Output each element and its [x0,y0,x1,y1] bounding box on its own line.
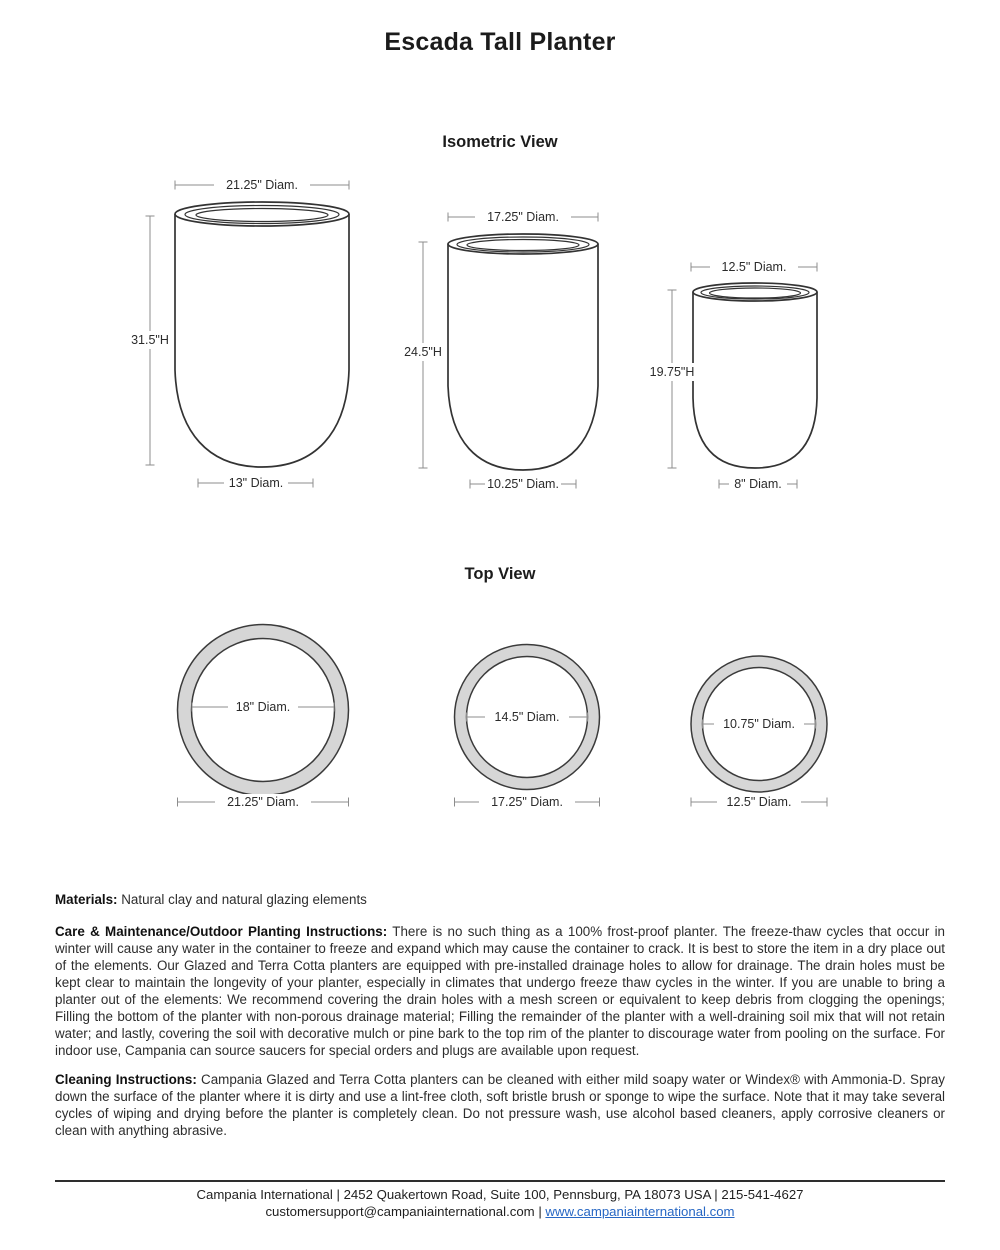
planter-medium-top-dim [448,209,598,225]
planter-medium [400,209,598,492]
planter-small-top-dim [691,259,817,275]
planter-large-height-dim [127,216,173,465]
planter-small [645,259,817,492]
planter-medium-height-label: 24.5"H [404,345,442,359]
spec-text-block [55,891,945,1151]
ring-medium-outer-diam-label: 17.25" Diam. [491,795,563,809]
ring-small-inner-dim [703,716,816,732]
planter-large-top-dim [175,177,349,193]
footer-contact-line [0,1203,1000,1220]
planter-small-top-diam-label: 12.5" Diam. [721,260,787,274]
ring-large [178,625,349,811]
footer [0,1186,1000,1220]
materials-text: Natural clay and natural glazing elements [117,892,367,907]
footer-separator: | [534,1204,546,1219]
top-view-heading: Top View [464,565,536,583]
isometric-drawing [0,160,1000,510]
care-label: Care & Maintenance/Outdoor Planting Instructions: [55,924,388,939]
ring-large-outer-dim [178,794,349,810]
footer-website-link[interactable]: www.campaniainternational.com [545,1204,735,1219]
planter-large-bottom-diam-label: 13" Diam. [228,476,284,490]
footer-email: customersupport@campaniainternational.com [265,1204,535,1219]
ring-small-outer-dim [691,794,827,810]
care-paragraph [55,923,945,1059]
ring-medium [455,645,600,811]
materials-paragraph [55,891,945,908]
planter-medium-height-dim [400,242,446,468]
ring-medium-outer-dim [455,794,600,810]
top-view-drawing [0,600,1000,835]
page-title: Escada Tall Planter [384,28,616,56]
planter-small-height-dim [645,290,699,468]
ring-large-inner-diam-label: 18" Diam. [235,700,291,714]
ring-large-outer-diam-label: 21.25" Diam. [227,795,299,809]
planter-large-bottom-dim [198,475,313,491]
cleaning-paragraph [55,1071,945,1139]
planter-small-bottom-dim [719,476,797,492]
planter-large-top-diam-label: 21.25" Diam. [226,178,298,192]
care-text: There is no such thing as a 100% frost-proof planter. The freeze-thaw cycles that occur in winter will cause any water in the container to freeze and expand which may cause the container to crack. It is best to store the item in a dry place out of the elements. Our Glazed and Terra Cotta planters are equipped with pre-installed drainage holes to allow for drainage. The drain holes must be kept clear to maintain the longevity of your planter, especially in climates that undergo freeze thaw cycles in the winter. If you are unable to bring a planter out of the elements: We recommend covering the drain holes with a mesh screen or equivalent to keep debris from clogging the openings; Filling the bottom of the planter with non-porous drainage material; Filling the remainder of the planter with a well-draining soil mix that will not retain water; and lastly, covering the soil with decorative mulch or pine bark to the top rim of the planter to discourage water from pooling on the surface. For indoor use, Campania can source saucers for special orders and plugs are available upon request. [55,924,946,1058]
ring-small-inner-diam-label: 10.75" Diam. [723,717,795,731]
ring-small-outer-diam-label: 12.5" Diam. [726,795,792,809]
planter-small-body [693,292,817,468]
cleaning-text: Campania Glazed and Terra Cotta planters can be cleaned with either mild soapy water or Windex® with Ammonia-D. Spray down the surface of the planter where it is dirty and use a lint-free cloth, soft bristle brush or sponge to wipe the surface. Note that it may take several cycles of wiping and drying before the planter is completely clean. Do not pressure wash, use alcohol based cleaners, apply corrosive cleaners or clean with anything abrasive. [55,1072,946,1138]
planter-medium-bottom-dim [470,476,576,492]
ring-small [691,656,827,810]
planter-large-height-label: 31.5"H [131,333,169,347]
planter-small-bottom-diam-label: 8" Diam. [734,477,782,491]
cleaning-label: Cleaning Instructions: [55,1072,197,1087]
ring-medium-inner-diam-label: 14.5" Diam. [494,710,560,724]
planter-medium-body [448,244,598,470]
isometric-view-heading: Isometric View [442,133,558,151]
footer-address-line: Campania International | 2452 Quakertown Road, Suite 100, Pennsburg, PA 18073 USA | 215-541-4627 [196,1187,804,1202]
planter-large-body [175,214,349,467]
materials-label: Materials: [55,892,118,907]
footer-divider [55,1180,945,1182]
planter-medium-bottom-diam-label: 10.25" Diam. [487,477,559,491]
planter-large [127,177,349,491]
planter-medium-top-diam-label: 17.25" Diam. [487,210,559,224]
planter-small-height-label: 19.75"H [649,365,695,379]
